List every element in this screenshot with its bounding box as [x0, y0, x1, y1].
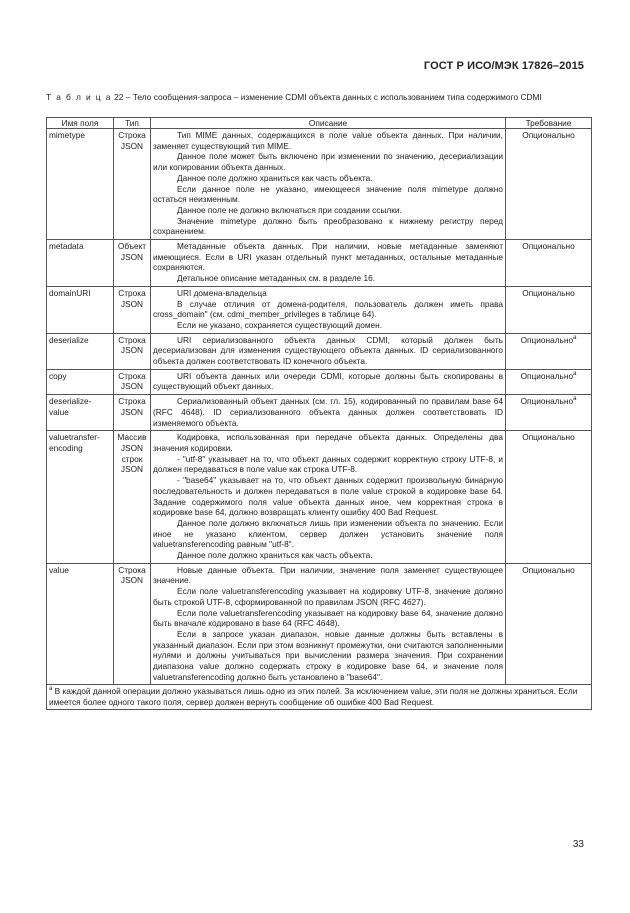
requirement-text: Опционально	[522, 564, 575, 575]
requirement-text: Опционально	[520, 396, 574, 407]
description-paragraph: Метаданные объекта данных. При наличии, новые метаданные заменяют имеющиеся. Если в URI указан отдельный пункт метаданных, остальные метаданные сохраняются.	[153, 241, 503, 273]
description-paragraph: Значение mimetype должно быть преобразовано к нижнему регистру перед сохранением.	[153, 215, 503, 237]
requirement-text: Опционально	[522, 130, 575, 140]
description-paragraph: Если не указано, сохраняется существующий домен.	[177, 319, 383, 330]
description-paragraph: - "utf-8" указывает на то, что объект данных содержит корректную строку UTF-8, и должен передаваться в поле value как строка UTF-8.	[153, 453, 503, 475]
description-paragraph: Если поле valuetransferencoding указывает на кодировку base 64, значение должно быть вначале кодировано в base 64 (RFC 4648).	[153, 607, 503, 629]
description-paragraph: Если в запросе указан диапазон, новые данные должны быть вставлены в указанный диапазон. Если при этом возникнут промежутки, они считаются заполненными нулями и должны учитываться при вычислении размера значения. При сохранении диапазона value должно содержать строку в кодировке base 64, и значение поля valuetransferencoding должно быть установлено в "base64".	[153, 628, 503, 682]
caption-prefix: Т а б л и ц а	[46, 92, 112, 102]
field-description	[151, 563, 506, 685]
footnote-mark: а	[573, 334, 577, 341]
field-requirement	[506, 563, 592, 685]
description-paragraph: Данное поле должно храниться как часть объекта.	[177, 172, 373, 183]
requirement-text: Опционально	[522, 287, 575, 298]
field-type: Строка JSON	[114, 129, 151, 240]
footnote-mark: а	[573, 371, 577, 377]
field-requirement	[506, 369, 592, 394]
field-description	[151, 333, 506, 369]
field-name: copy	[47, 369, 114, 394]
table-header-row	[47, 118, 592, 129]
table-row	[47, 129, 592, 240]
field-type: Строка JSON	[114, 395, 151, 431]
table-row	[47, 333, 592, 369]
field-name: value	[47, 563, 114, 685]
field-description	[151, 286, 506, 333]
field-type: Строка JSON	[114, 333, 151, 369]
description-paragraph: URI домена-владельца	[177, 287, 267, 298]
field-type: Строка JSON	[114, 286, 151, 333]
field-description	[151, 240, 506, 287]
requirement-text: Опционально	[520, 370, 574, 381]
description-paragraph: В случае отличия от домена-родителя, пользователь должен иметь права cross_domain" (см. cdmi_member_privileges в таблице 64).	[153, 298, 503, 320]
table-row	[47, 431, 592, 563]
field-name: deserialize-value	[47, 395, 114, 431]
field-requirement	[506, 395, 592, 431]
description-paragraph: URI сериализованного объекта данных CDMI, который должен быть десериализован для изменения существующего объекта данных. ID сериализованного объекта должен соответствовать ID конечного объекта.	[153, 334, 503, 367]
footnote-mark: а	[49, 686, 53, 693]
field-requirement	[506, 431, 592, 563]
field-requirement	[506, 129, 592, 240]
document-header: ГОСТ Р ИСО/МЭК 17826–2015	[423, 60, 584, 72]
description-paragraph: - "base64" указывает на то, что объект данных содержит произвольную бинарную последовательность и должен передаваться в поле value строкой в кодировке base 64. Задание содержимого поля value объекта данных иное, чем корректная строка в кодировке base 64, должно возвращать клиенту ошибку 400 Bad Request.	[153, 475, 503, 518]
field-name: deserialize	[47, 333, 114, 369]
field-type: Массив JSON строк JSON	[114, 431, 151, 563]
field-type: Строка JSON	[114, 563, 151, 685]
description-paragraph: Данное поле может быть включено при изменении по значению, десериализации или копировании объекта данных.	[153, 151, 503, 173]
field-requirement	[506, 240, 592, 287]
field-description	[151, 129, 506, 240]
table-footnote	[47, 685, 592, 709]
description-paragraph: Сериализованный объект данных (см. гл. 15), кодированный по правилам base 64 (RFC 4648). ID сериализованного объекта данных должен соответствовать ID изменяемого объекта.	[153, 396, 503, 428]
column-header-description: Описание	[151, 118, 506, 129]
column-header-name: Имя поля	[47, 118, 114, 129]
field-requirement	[506, 333, 592, 369]
page-number: 33	[572, 839, 584, 850]
field-requirement	[506, 286, 592, 333]
description-paragraph: Данное поле не должно включаться при создании ссылки.	[177, 204, 402, 215]
table-row	[47, 563, 592, 685]
field-type: Объект JSON	[114, 240, 151, 287]
description-paragraph: Данное поле должно включаться лишь при изменении объекта по значению. Если иное не указано клиентом, сервер должен установить значение поля valuetransferencoding равным "utf-8".	[153, 517, 503, 550]
table-row	[47, 240, 592, 287]
column-header-type: Тип	[114, 118, 151, 129]
description-paragraph: Тип MIME данных, содержащихся в поле value объекта данных. При наличии, заменяет существующий тип MIME.	[153, 130, 503, 151]
footnote-text: В каждой данной операции должно указываться лишь одно из этих полей. За исключением value, эти поля не должны храниться. Если имеется более одного такого поля, сервер должен вернуть сообщение об ошибке 400 Bad Request.	[49, 686, 578, 708]
description-paragraph: Если поле valuetransferencoding указывает на кодировку UTF-8, значение должно быть строкой UTF-8, сформированной по правилам JSON (RFC 4627).	[153, 586, 503, 607]
description-paragraph: Новые данные объекта. При наличии, значение поля заменяет существующее значение.	[153, 564, 503, 586]
description-paragraph: Данное поле должно храниться как часть объекта.	[177, 550, 373, 561]
caption-text: 22 – Тело сообщения-запроса – изменение CDMI объекта данных с использованием типа содержимого CDMI	[114, 92, 542, 102]
column-header-requirement: Требование	[506, 118, 592, 129]
requirement-text: Опционально	[520, 334, 574, 345]
field-description	[151, 431, 506, 563]
description-paragraph: Кодировка, использованная при передаче объекта данных. Определены два значения кодировки.	[153, 432, 503, 453]
requirement-text: Опционально	[522, 432, 575, 443]
table-caption	[46, 92, 591, 103]
field-name: valuetransfer-encoding	[47, 431, 114, 563]
field-description	[151, 395, 506, 431]
table-body	[47, 129, 592, 710]
table-row	[47, 395, 592, 431]
description-paragraph: Детальное описание метаданных см. в разделе 16.	[177, 273, 376, 284]
field-name: mimetype	[47, 129, 114, 240]
footnote-row	[47, 685, 592, 709]
field-name: metadata	[47, 240, 114, 287]
field-description	[151, 369, 506, 394]
footnote-mark: а	[573, 396, 577, 403]
description-paragraph: URI объекта данных или очереди CDMI, которые должны быть скопированы в существующий объект данных.	[153, 370, 503, 392]
table-row	[47, 286, 592, 333]
table-row	[47, 369, 592, 394]
fields-table	[46, 117, 592, 710]
field-type: Строка JSON	[114, 369, 151, 394]
field-name: domainURI	[47, 286, 114, 333]
requirement-text: Опционально	[522, 241, 575, 252]
description-paragraph: Если данное поле не указано, имеющееся значение поля mimetype должно остаться неизменным.	[153, 183, 503, 205]
